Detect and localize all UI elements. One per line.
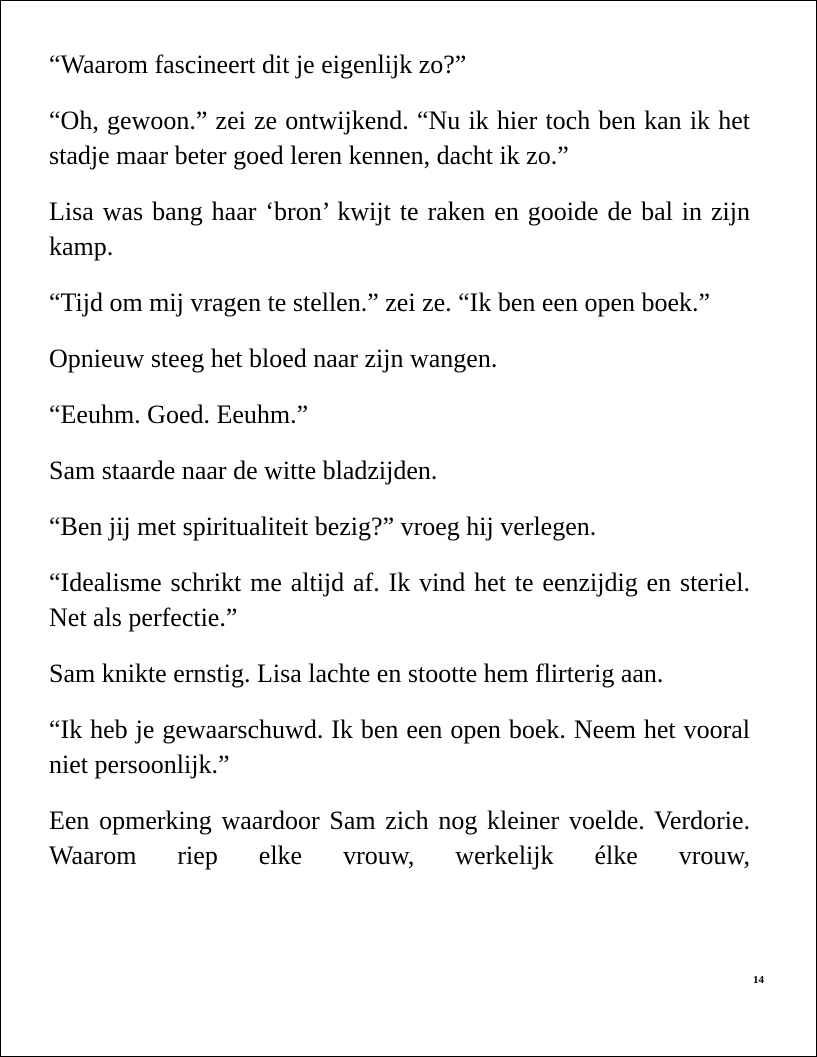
paragraph-9: “Idealisme schrikt me altijd af. Ik vind het te eenzijdig en steriel. Net als perfectie.” bbox=[49, 568, 750, 632]
paragraph-6: “Eeuhm. Goed. Eeuhm.” bbox=[49, 400, 309, 429]
paragraph-5: Opnieuw steeg het bloed naar zijn wangen. bbox=[49, 344, 498, 373]
body-text bbox=[49, 47, 750, 894]
paragraph-2: “Oh, gewoon.” zei ze ontwijkend. “Nu ik hier toch ben kan ik het stadje maar beter goed leren kennen, dacht ik zo.” bbox=[49, 106, 750, 170]
paragraph-3: Lisa was bang haar ‘bron’ kwijt te raken en gooide de bal in zijn kamp. bbox=[49, 197, 750, 261]
paragraph-12: Een opmerking waardoor Sam zich nog kleiner voelde. Verdorie. Waarom riep elke vrouw, werkelijk élke vrouw, bbox=[49, 806, 750, 870]
paragraph-11: “Ik heb je gewaarschuwd. Ik ben een open boek. Neem het vooral niet persoonlijk.” bbox=[49, 715, 750, 779]
paragraph-4: “Tijd om mij vragen te stellen.” zei ze. “Ik ben een open boek.” bbox=[49, 288, 711, 317]
paragraph-7: Sam staarde naar de witte bladzijden. bbox=[49, 456, 438, 485]
paragraph-1: “Waarom fascineert dit je eigenlijk zo?” bbox=[49, 50, 467, 79]
page-number: 14 bbox=[753, 974, 764, 986]
paragraph-8: “Ben jij met spiritualiteit bezig?” vroeg hij verlegen. bbox=[49, 512, 597, 541]
paragraph-10: Sam knikte ernstig. Lisa lachte en stootte hem flirterig aan. bbox=[49, 659, 664, 688]
